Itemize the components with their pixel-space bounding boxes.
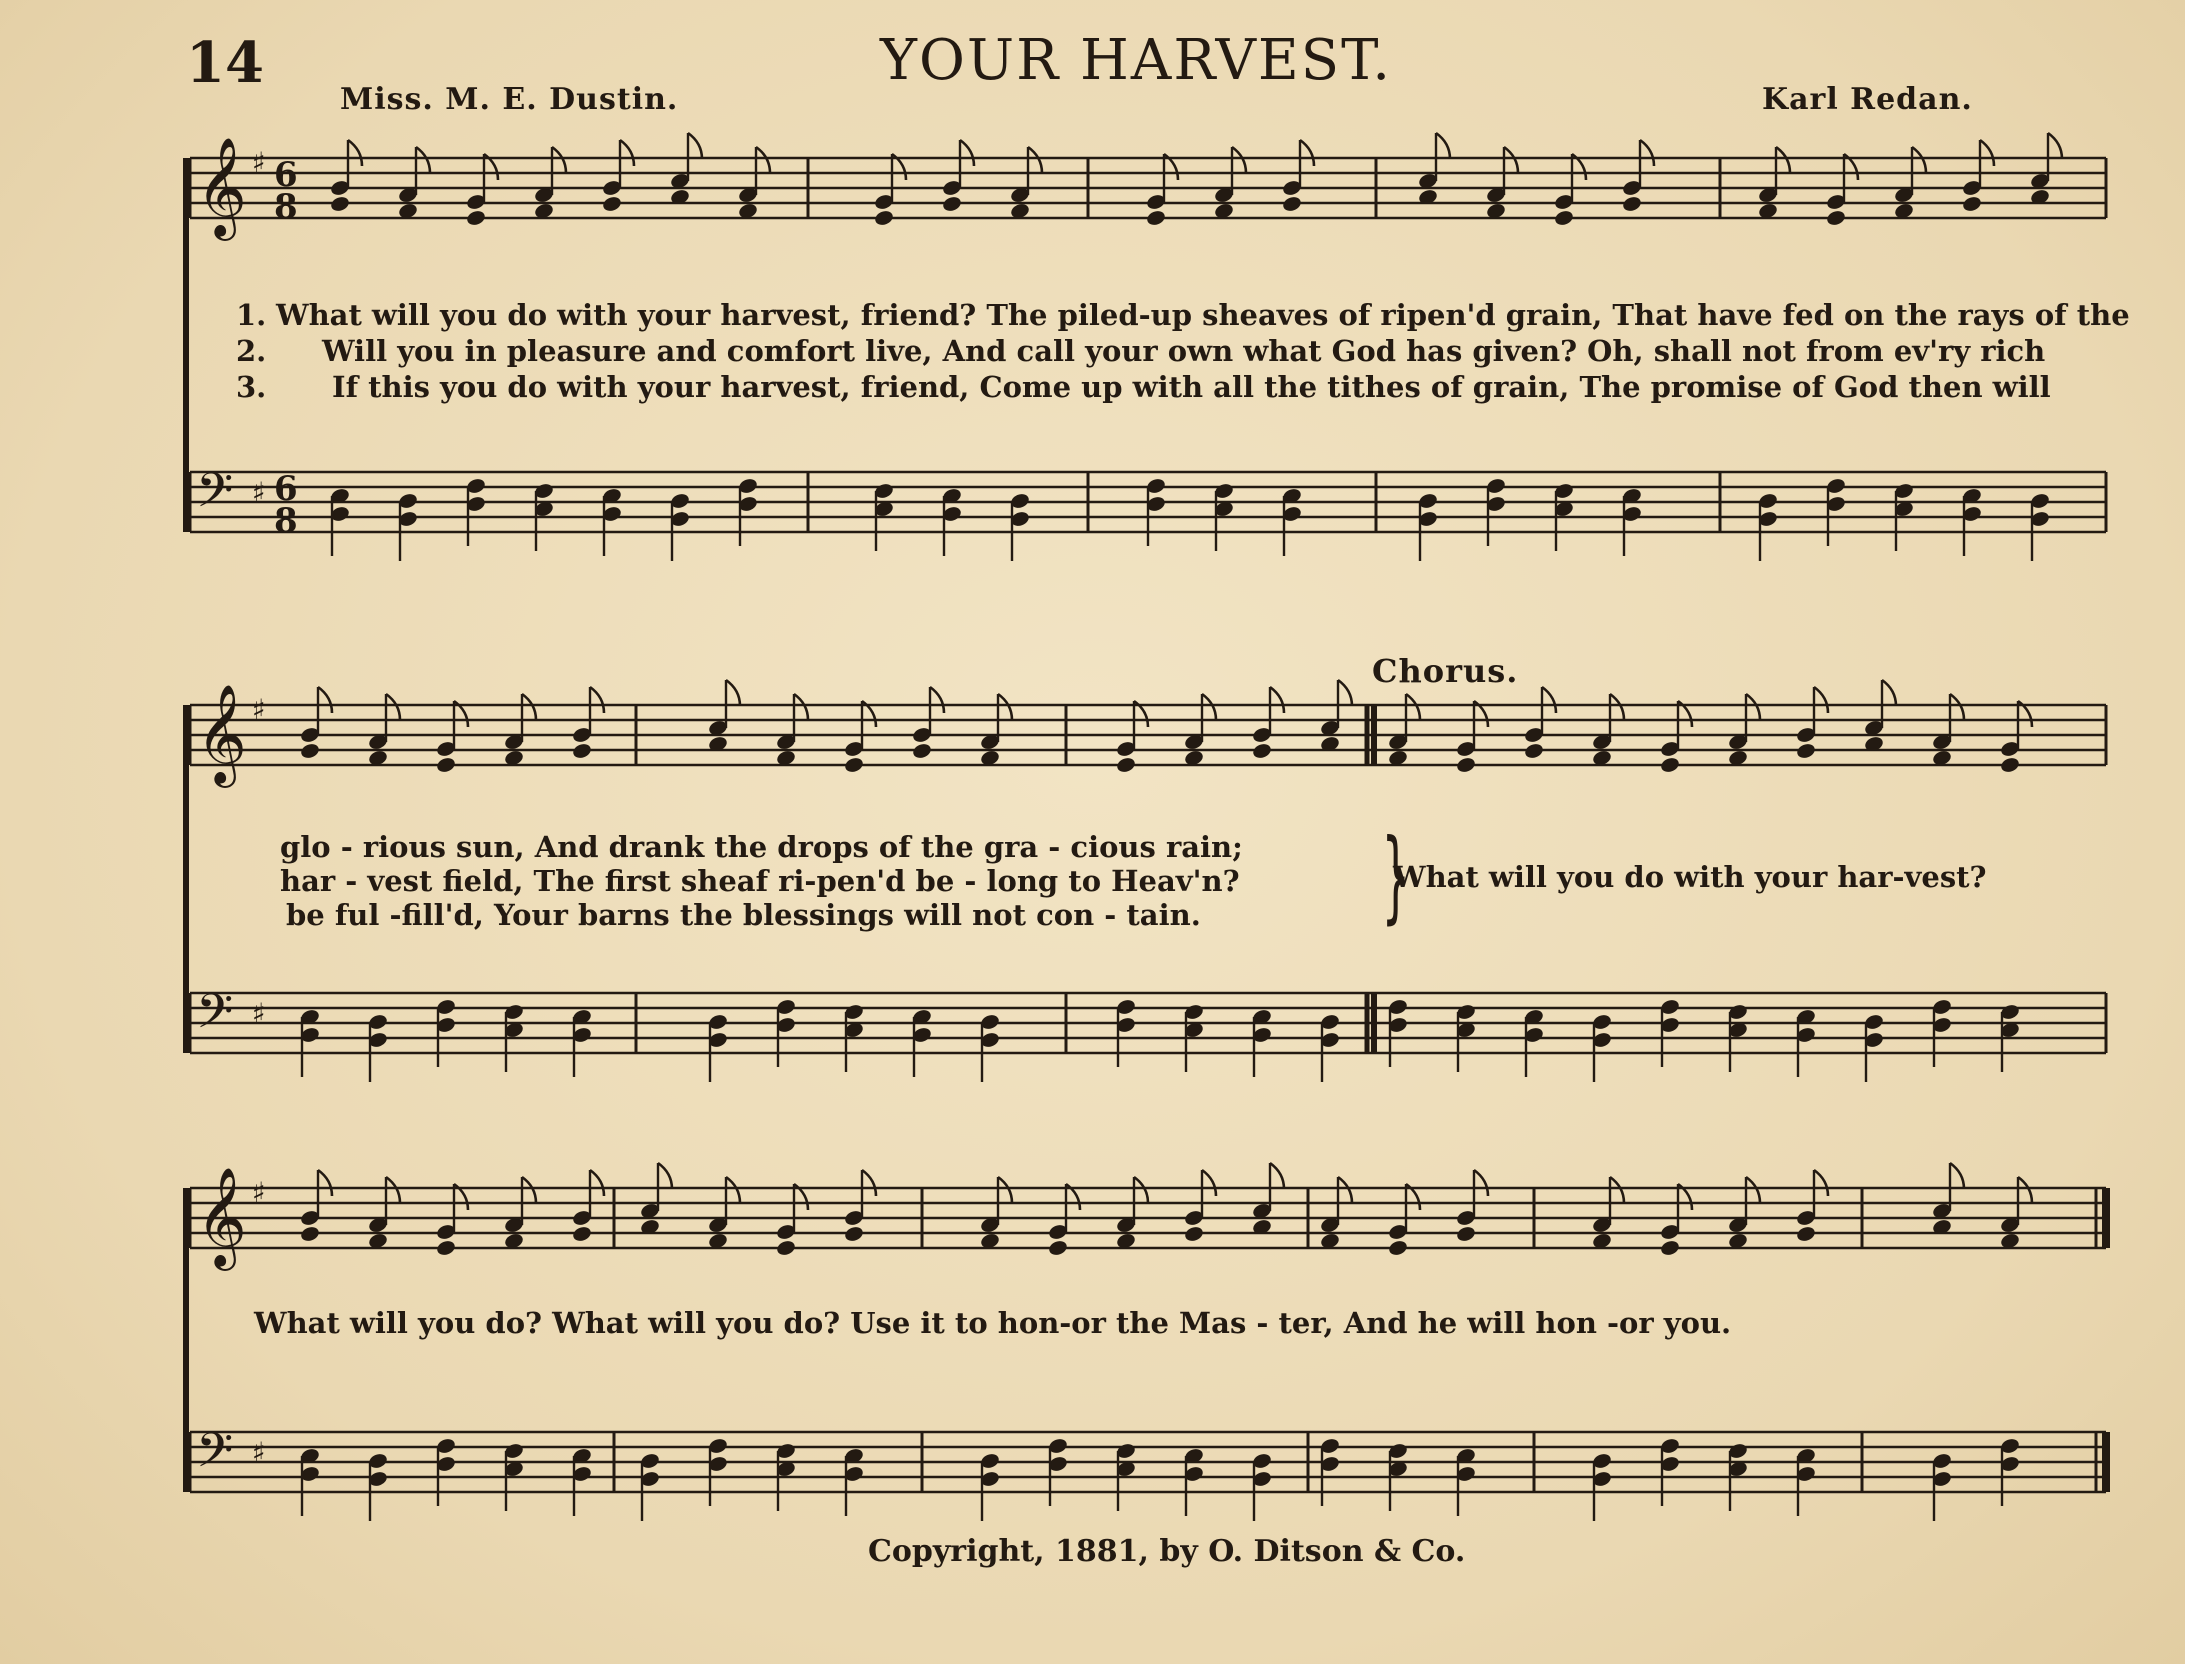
note-flag [1746,694,1760,720]
note-head [1795,1225,1816,1243]
sharp-icon: ♯ [252,997,266,1030]
note-flag [318,687,332,713]
note-flag [658,1163,672,1189]
note-head [1115,756,1136,774]
note-flag [1882,680,1896,706]
note-head [299,1225,320,1243]
note-flag [386,694,400,720]
time-signature-bottom: 8 [274,187,298,227]
verse-2-number: 2. [236,334,267,368]
note-flag [1436,133,1450,159]
note-flag [1950,694,1964,720]
note-head [299,742,320,760]
note-head [1795,742,1816,760]
note-head [329,195,350,213]
time-signature-top: 6 [274,469,298,509]
note-flag [1134,1177,1148,1203]
note-flag [1406,694,1420,720]
note-flag [1504,147,1518,173]
note-head [601,195,622,213]
verse-2-line-1: Will you in pleasure and comfort live, And call your own what God has given? Oh, shall not from ev'ry rich [322,334,2046,368]
time-signature-top: 6 [274,155,298,195]
note-flag [1980,140,1994,166]
note-flag [590,1170,604,1196]
note-flag [1950,1163,1964,1189]
note-flag [1640,140,1654,166]
note-head [1281,195,1302,213]
note-flag [998,1177,1012,1203]
note-flag [1912,147,1926,173]
note-flag [1746,1177,1760,1203]
verse-3-number: 3. [236,370,267,404]
verse-3-line-1: If this you do with your harvest, friend, Come up with all the tithes of grain, The promise of God then will [332,370,2051,404]
treble-clef-icon: 𝄞 [196,137,247,237]
note-head [571,742,592,760]
bass-clef-icon: 𝄢 [196,462,234,530]
verse-1-number: 1. [236,298,267,332]
note-flag [2048,133,2062,159]
note-flag [998,694,1012,720]
note-flag [1028,147,1042,173]
note-head [1145,209,1166,227]
sharp-icon: ♯ [252,1436,266,1469]
bass-clef-icon: 𝄢 [196,983,234,1051]
note-head [843,756,864,774]
note-flag [620,140,634,166]
note-flag [1202,694,1216,720]
note-flag [726,680,740,706]
time-signature-bottom: 8 [274,501,298,541]
note-flag [862,1170,876,1196]
note-head [465,209,486,227]
copyright-notice: Copyright, 1881, by O. Ditson & Co. [868,1534,1466,1569]
sharp-icon: ♯ [252,476,266,509]
note-head [1183,1225,1204,1243]
note-flag [1300,140,1314,166]
note-flag [2018,1177,2032,1203]
note-flag [688,133,702,159]
note-head [435,1239,456,1257]
note-flag [590,687,604,713]
verse-2-line-2: har - vest field, The first sheaf ri-pen'd be - long to Heav'n? [280,864,1240,898]
note-head [1387,1239,1408,1257]
verse-1-line-1: What will you do with your harvest, friend? The piled-up sheaves of ripen'd grain, That have fed on the rays of the [276,298,2130,332]
note-head [775,1239,796,1257]
note-flag [1542,687,1556,713]
chorus-label: Chorus. [1372,652,1519,690]
note-head [1621,195,1642,213]
sharp-icon: ♯ [252,146,266,179]
note-flag [1814,1170,1828,1196]
sharp-icon: ♯ [252,693,266,726]
note-flag [522,694,536,720]
note-head [1999,756,2020,774]
note-head [1659,756,1680,774]
note-flag [348,140,362,166]
note-flag [386,1177,400,1203]
note-flag [1338,680,1352,706]
lyricist: Miss. M. E. Dustin. [340,82,679,117]
note-flag [1776,147,1790,173]
note-flag [1232,147,1246,173]
verse-1-line-2: glo - rious sun, And drank the drops of the gra - cious rain; [280,830,1243,864]
page-number: 14 [186,30,264,96]
note-head [1251,742,1272,760]
note-flag [522,1177,536,1203]
note-flag [1270,1163,1284,1189]
note-head [873,209,894,227]
verse-brace: } [1381,817,1411,934]
sharp-icon: ♯ [252,1176,266,1209]
note-flag [756,147,770,173]
note-flag [1474,1170,1488,1196]
note-flag [1202,1170,1216,1196]
note-flag [794,694,808,720]
note-flag [318,1170,332,1196]
note-flag [726,1177,740,1203]
chorus-lyric-2: What will you do? What will you do? Use it to hon-or the Mas - ter, And he will hon -or you. [254,1306,1732,1340]
note-flag [1610,694,1624,720]
note-flag [1610,1177,1624,1203]
note-head [1553,209,1574,227]
chorus-lyric-1: What will you do with your har-vest? [1393,860,1987,894]
bass-clef-icon: 𝄢 [196,1422,234,1490]
hymn-title: YOUR HARVEST. [880,28,1393,93]
treble-clef-icon: 𝄞 [196,1167,247,1267]
note-flag [416,147,430,173]
note-head [571,1225,592,1243]
note-head [1961,195,1982,213]
note-flag [1270,687,1284,713]
note-head [843,1225,864,1243]
note-flag [960,140,974,166]
composer: Karl Redan. [1762,82,1973,117]
note-head [911,742,932,760]
verse-3-line-2: be ful -fill'd, Your barns the blessings will not con - tain. [286,898,1201,932]
note-flag [552,147,566,173]
note-head [1523,742,1544,760]
note-flag [1814,687,1828,713]
note-flag [1338,1177,1352,1203]
note-head [1455,1225,1476,1243]
note-head [1825,209,1846,227]
note-head [941,195,962,213]
note-flag [930,687,944,713]
treble-clef-icon: 𝄞 [196,684,247,784]
note-head [1455,756,1476,774]
note-head [1659,1239,1680,1257]
note-head [1047,1239,1068,1257]
note-head [435,756,456,774]
